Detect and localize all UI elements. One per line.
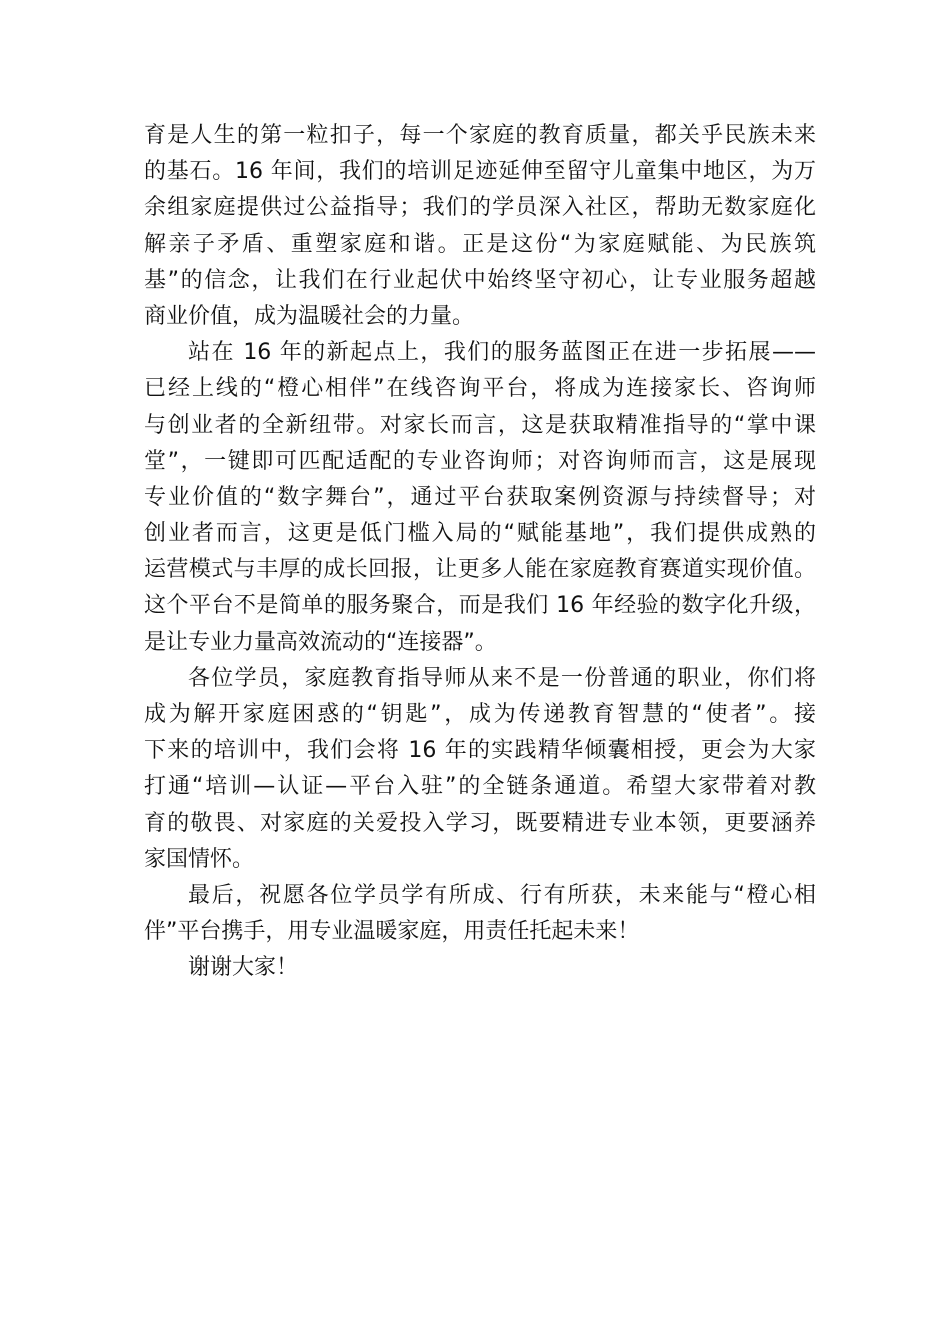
- text-line: 站在 16 年的新起点上，我们的服务蓝图正在进一步拓展——: [188, 340, 816, 366]
- text-line: 基”的信念，让我们在行业起伏中始终坚守初心，让专业服务超越: [144, 267, 816, 293]
- text-line: 与创业者的全新纽带。对家长而言，这是获取精准指导的“掌中课: [144, 412, 816, 438]
- text-line: 打通“培训—认证—平台入驻”的全链条通道。希望大家带着对教: [144, 774, 816, 800]
- text-line: 家国情怀。: [144, 846, 255, 872]
- paragraph-3: [144, 661, 816, 878]
- paragraph-5: [144, 950, 816, 986]
- text-line: 育的敬畏、对家庭的关爱投入学习，既要精进专业本领，更要涵养: [144, 810, 816, 836]
- paragraph-1: [144, 118, 816, 335]
- text-line: 是让专业力量高效流动的“连接器”。: [144, 629, 497, 655]
- closing-line: 谢谢大家！: [188, 955, 299, 981]
- paragraph-4: [144, 878, 816, 950]
- text-line: 已经上线的“橙心相伴”在线咨询平台，将成为连接家长、咨询师: [144, 376, 816, 402]
- text-line: 各位学员，家庭教育指导师从来不是一份普通的职业，你们将: [188, 665, 816, 691]
- document-body: [144, 118, 816, 987]
- text-line: 下来的培训中，我们会将 16 年的实践精华倾囊相授，更会为大家: [144, 738, 816, 764]
- paragraph-2: [144, 335, 816, 661]
- text-line: 堂”，一键即可匹配适配的专业咨询师；对咨询师而言，这是展现: [144, 448, 816, 474]
- text-line: 伴”平台携手，用专业温暖家庭，用责任托起未来！: [144, 919, 640, 945]
- text-line: 余组家庭提供过公益指导；我们的学员深入社区，帮助无数家庭化: [144, 195, 816, 221]
- text-line: 运营模式与丰厚的成长回报，让更多人能在家庭教育赛道实现价值。: [144, 557, 816, 583]
- text-line: 这个平台不是简单的服务聚合，而是我们 16 年经验的数字化升级，: [144, 593, 816, 619]
- text-line: 育是人生的第一粒扣子，每一个家庭的教育质量，都关乎民族未来: [144, 123, 816, 148]
- text-line: 的基石。16 年间，我们的培训足迹延伸至留守儿童集中地区，为万: [144, 159, 816, 185]
- text-line: 成为解开家庭困惑的“钥匙”，成为传递教育智慧的“使者”。接: [144, 702, 816, 727]
- text-line: 创业者而言，这更是低门槛入局的“赋能基地”，我们提供成熟的: [144, 521, 816, 547]
- text-line: 解亲子矛盾、重塑家庭和谐。正是这份“为家庭赋能、为民族筑: [144, 231, 816, 257]
- text-line: 商业价值，成为温暖社会的力量。: [144, 303, 475, 329]
- text-line: 专业价值的“数字舞台”，通过平台获取案例资源与持续督导；对: [144, 484, 816, 510]
- text-line: 最后，祝愿各位学员学有所成、行有所获，未来能与“橙心相: [188, 882, 816, 908]
